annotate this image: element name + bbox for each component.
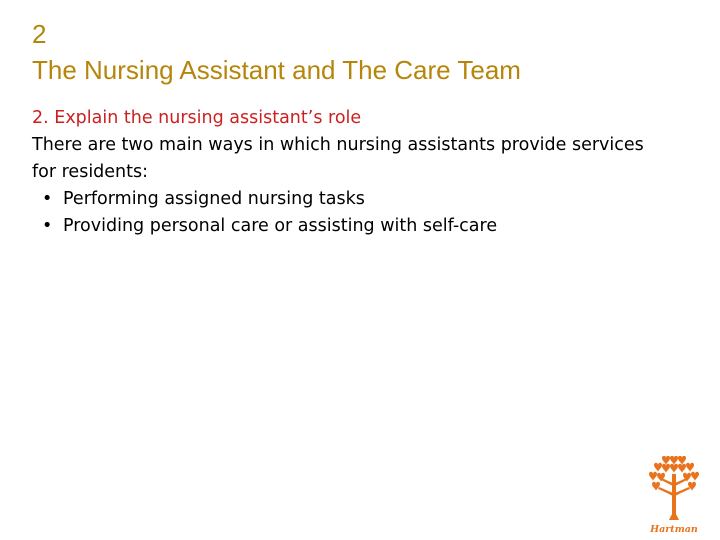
bullet-item [32, 186, 672, 213]
bullet-text: Providing personal care or assisting with self-care [63, 216, 498, 236]
intro-text: There are two main ways in which nursing assistants provide services for residents: [32, 135, 644, 182]
bullet-icon: • [42, 216, 53, 236]
hartman-logo [643, 456, 705, 534]
slide-body [32, 105, 672, 240]
bullet-text: Performing assigned nursing tasks [63, 189, 365, 209]
chapter-title: The Nursing Assistant and The Care Team [32, 55, 521, 85]
chapter-number: 2 [32, 19, 47, 49]
bullet-item [32, 213, 672, 240]
heart-tree-icon [649, 456, 699, 520]
learning-objective: 2. Explain the nursing assistant’s role [32, 108, 362, 128]
logo-wordmark: Hartman [650, 524, 698, 534]
bullet-icon: • [42, 189, 53, 209]
bullet-list [32, 186, 672, 240]
